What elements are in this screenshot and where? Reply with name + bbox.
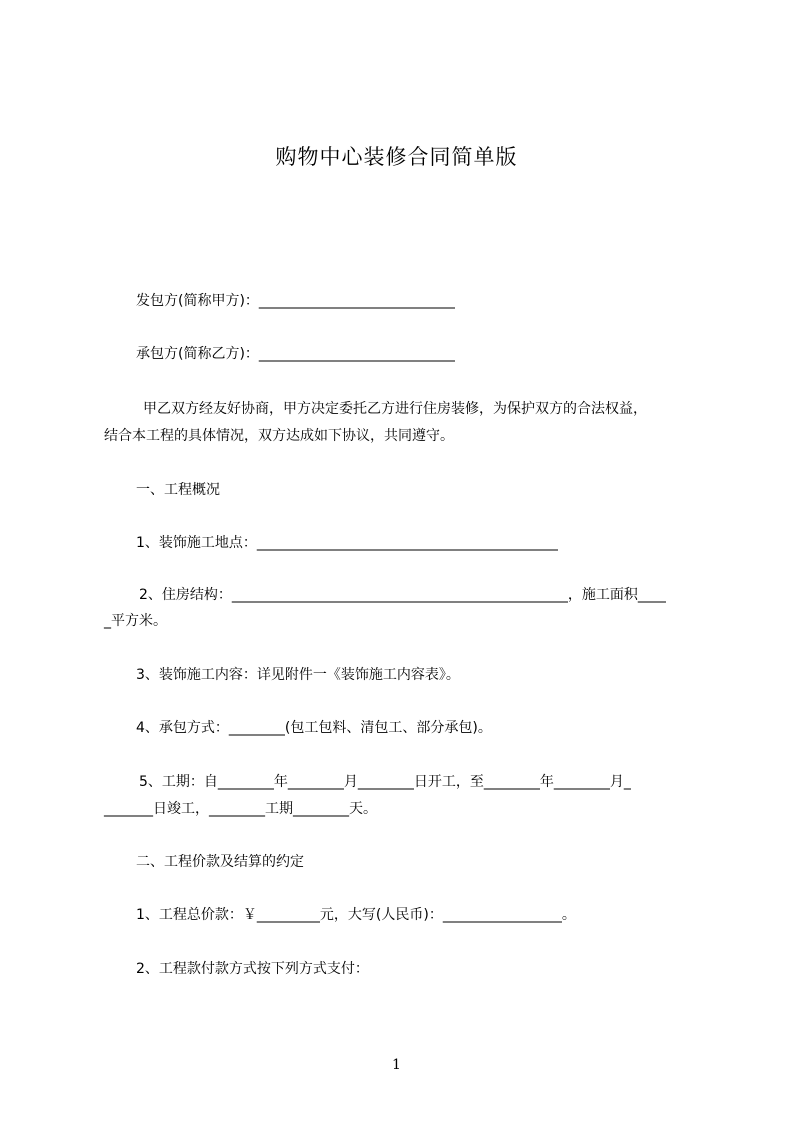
item-1-5-schedule-line-1: 5、工期：自________年________月________日开工，至________年________月_ (139, 774, 631, 790)
item-1-3-content: 3、装饰施工内容：详见附件一《装饰施工内容表》。 (136, 667, 460, 683)
item-1-4-contract-method: 4、承包方式：________(包工包料、清包工、部分承包)。 (136, 720, 492, 736)
intro-paragraph-line-2: 结合本工程的具体情况，双方达成如下协议，共同遵守。 (104, 428, 454, 444)
section-1-heading: 一、工程概况 (136, 482, 220, 498)
item-1-2-area-unit: _平方米。 (104, 613, 167, 629)
document-title: 购物中心装修合同简单版 (275, 145, 518, 169)
item-1-2-structure: 2、住房结构：________________________________________________，施工面积____ (139, 587, 666, 603)
item-2-2-payment-method: 2、工程款付款方式按下列方式支付： (136, 961, 369, 977)
party-a-line: 发包方(简称甲方)：____________________________ (136, 293, 455, 309)
page-number: 1 (392, 1057, 401, 1073)
party-b-line: 承包方(简称乙方)：____________________________ (136, 346, 455, 362)
item-1-1-location: 1、装饰施工地点：___________________________________________ (136, 535, 558, 551)
section-2-heading: 二、工程价款及结算的约定 (136, 854, 304, 870)
item-1-5-schedule-line-2: _______日竣工，________工期________天。 (104, 801, 377, 817)
item-2-1-total-price: 1、工程总价款：￥_________元，大写(人民币)：_________________。 (136, 907, 576, 923)
intro-paragraph-line-1: 甲乙双方经友好协商，甲方决定委托乙方进行住房装修，为保护双方的合法权益， (143, 401, 647, 417)
